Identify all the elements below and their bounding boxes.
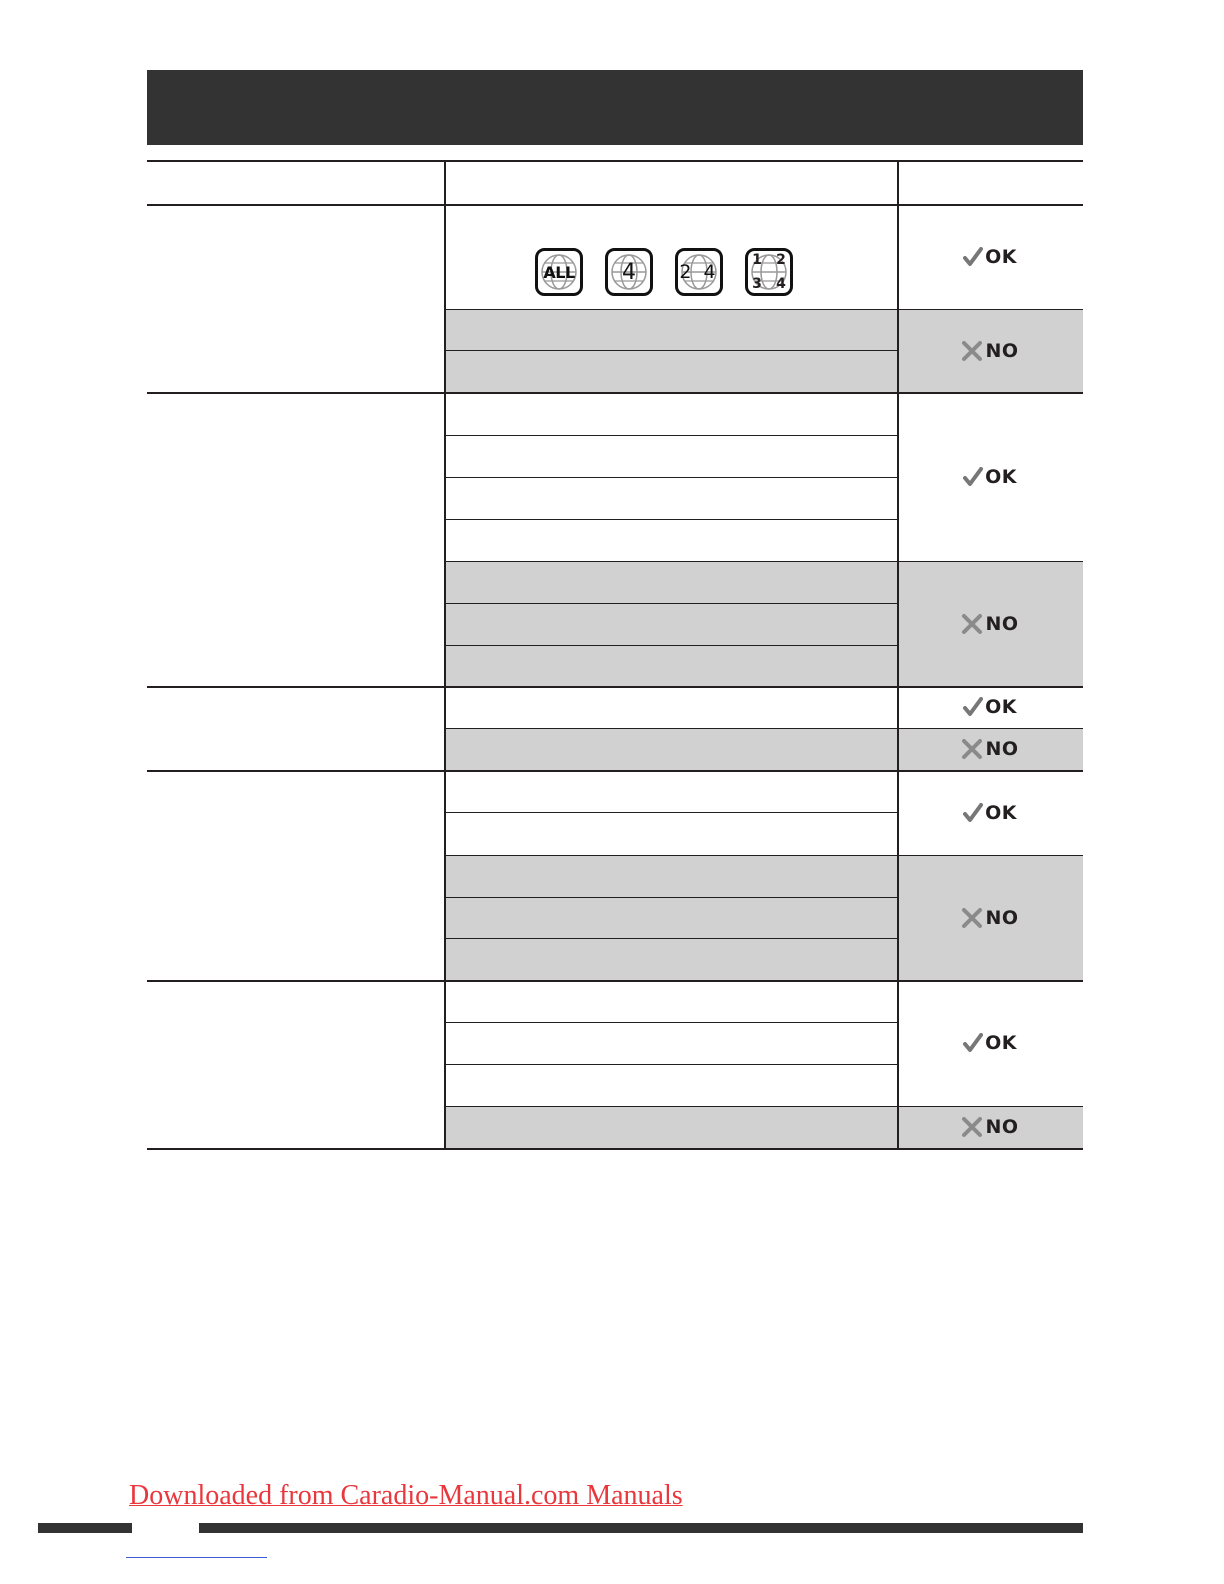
region-1234-digits: 1 2 3 4 <box>752 252 786 292</box>
region-2-4-icon: 2 4 <box>675 248 723 296</box>
check-icon <box>963 697 983 717</box>
status-no-label: NO <box>985 339 1019 362</box>
cross-icon <box>961 907 983 929</box>
row-divider <box>444 603 897 604</box>
footer-bar-right <box>199 1523 1083 1533</box>
status-ok-label: OK <box>985 801 1017 824</box>
status-no <box>897 728 1083 770</box>
status-ok <box>897 770 1083 855</box>
table-rule <box>147 1148 1083 1150</box>
row-divider <box>444 897 897 898</box>
row-divider <box>444 435 897 436</box>
table-header-bar <box>147 70 1083 145</box>
row-divider <box>444 645 897 646</box>
status-ok-label: OK <box>985 465 1017 488</box>
row-divider <box>444 519 897 520</box>
status-ok <box>897 686 1083 728</box>
status-no-label: NO <box>985 1116 1019 1138</box>
status-ok-label: OK <box>985 696 1017 718</box>
status-no <box>897 1106 1083 1148</box>
cross-icon <box>961 738 983 760</box>
footer-bar-left <box>38 1523 132 1533</box>
status-ok <box>897 204 1083 309</box>
status-no-label: NO <box>985 612 1019 635</box>
row-divider <box>444 1064 897 1065</box>
cross-icon <box>961 613 983 635</box>
region-code-icons <box>535 248 793 296</box>
region-1234-icon <box>745 248 793 296</box>
row-divider <box>444 1022 897 1023</box>
cross-icon <box>961 340 983 362</box>
status-ok-label: OK <box>985 245 1017 268</box>
status-no-label: NO <box>985 906 1019 929</box>
status-ok <box>897 392 1083 561</box>
row-divider <box>444 477 897 478</box>
region-4-icon: 4 <box>605 248 653 296</box>
row-divider <box>444 938 897 939</box>
region-all-icon: ALL <box>535 248 583 296</box>
check-icon <box>963 247 983 267</box>
footer-download-link[interactable]: Downloaded from Caradio-Manual.com Manuals <box>129 1480 683 1511</box>
status-ok-label: OK <box>985 1032 1017 1054</box>
column-divider <box>444 160 446 1148</box>
check-icon <box>963 803 983 823</box>
check-icon <box>963 467 983 487</box>
row-divider <box>444 812 897 813</box>
check-icon <box>963 1033 983 1053</box>
status-no <box>897 309 1083 392</box>
status-no-label: NO <box>985 738 1019 760</box>
footer-blue-underline <box>126 1557 267 1558</box>
table-rule <box>147 160 1083 162</box>
status-no <box>897 561 1083 686</box>
status-no <box>897 855 1083 980</box>
row-divider <box>444 350 897 351</box>
cross-icon <box>961 1116 983 1138</box>
status-ok <box>897 980 1083 1106</box>
